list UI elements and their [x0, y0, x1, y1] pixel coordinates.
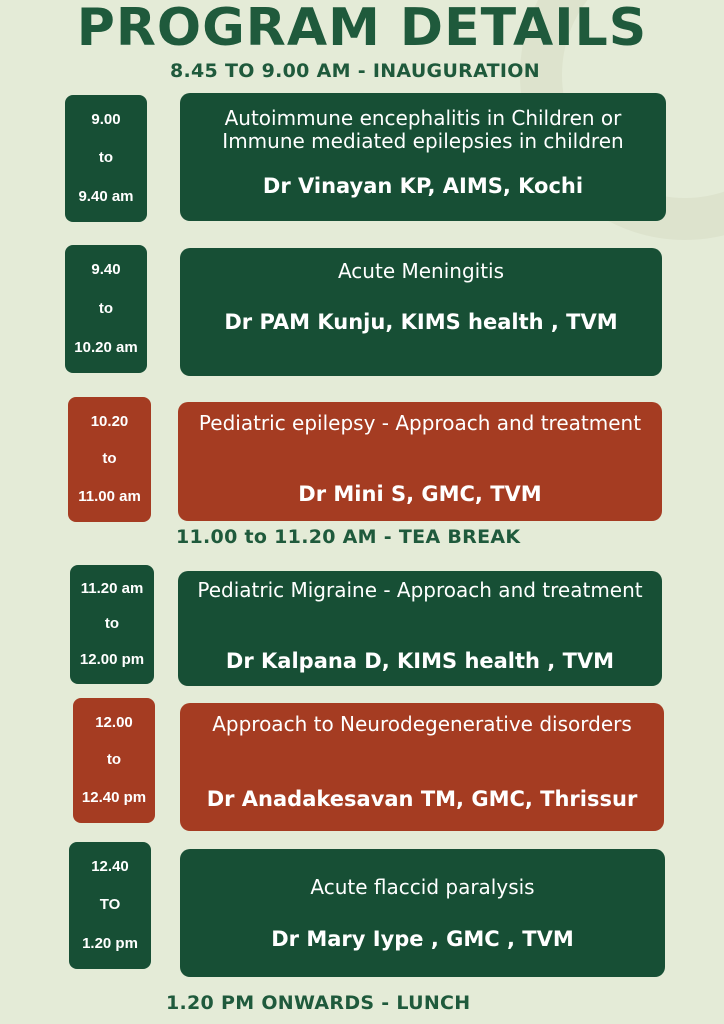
session-4-time — [70, 565, 154, 684]
session-6-card — [180, 849, 665, 977]
session-4-time-start: 11.20 am — [80, 579, 144, 597]
session-4-topic: Pediatric Migraine - Approach and treatment — [197, 578, 643, 602]
session-3-topic: Pediatric epilepsy - Approach and treatment — [198, 411, 642, 435]
session-2-speaker: Dr PAM Kunju, KIMS health , TVM — [224, 310, 618, 334]
session-2-time-start: 9.40 — [91, 261, 121, 279]
session-3-time — [68, 397, 151, 522]
inauguration-note: 8.45 TO 9.00 AM - INAUGURATION — [170, 60, 540, 82]
session-6-time-end: 1.20 pm — [82, 934, 138, 952]
session-1-time-end: 9.40 am — [78, 187, 134, 205]
session-1-speaker: Dr Vinayan KP, AIMS, Kochi — [262, 174, 584, 198]
session-3-card — [178, 402, 662, 521]
session-5-card — [180, 703, 664, 831]
session-5-time — [73, 698, 155, 823]
session-1-topic: Autoimmune encephalitis in Children or Immune mediated epilepsies in children — [222, 106, 624, 153]
session-1-time-sep: to — [98, 149, 114, 167]
session-2-time-end: 10.20 am — [74, 338, 138, 356]
session-3-speaker: Dr Mini S, GMC, TVM — [298, 482, 542, 506]
session-2-topic: Acute Meningitis — [337, 259, 505, 283]
session-3-time-start: 10.20 — [90, 412, 129, 430]
session-5-topic: Approach to Neurodegenerative disorders — [212, 712, 632, 736]
session-1-card — [180, 93, 666, 221]
session-2-time — [65, 245, 147, 373]
session-5-time-end: 12.40 pm — [81, 789, 147, 807]
session-6-speaker: Dr Mary Iype , GMC , TVM — [271, 927, 574, 951]
tea-break-note: 11.00 to 11.20 AM - TEA BREAK — [176, 526, 521, 548]
session-1-time — [65, 95, 147, 222]
session-6-time-start: 12.40 — [91, 858, 129, 876]
session-1-time-start: 9.00 — [91, 111, 121, 129]
session-5-time-sep: to — [106, 751, 122, 769]
session-6-time — [69, 842, 151, 969]
session-5-time-start: 12.00 — [95, 713, 133, 731]
lunch-note: 1.20 PM ONWARDS - LUNCH — [166, 992, 471, 1014]
session-3-time-sep: to — [102, 450, 117, 468]
session-6-time-sep: TO — [99, 896, 121, 914]
session-4-time-end: 12.00 pm — [79, 651, 145, 669]
session-4-time-sep: to — [104, 615, 120, 633]
session-3-time-end: 11.00 am — [78, 488, 141, 506]
session-2-time-sep: to — [98, 299, 114, 317]
session-4-speaker: Dr Kalpana D, KIMS health , TVM — [225, 649, 615, 673]
session-4-card — [178, 571, 662, 686]
page-title: PROGRAM DETAILS — [76, 0, 648, 58]
session-2-card — [180, 248, 662, 376]
session-5-speaker: Dr Anadakesavan TM, GMC, Thrissur — [206, 787, 638, 811]
session-6-topic: Acute flaccid paralysis — [310, 875, 535, 899]
